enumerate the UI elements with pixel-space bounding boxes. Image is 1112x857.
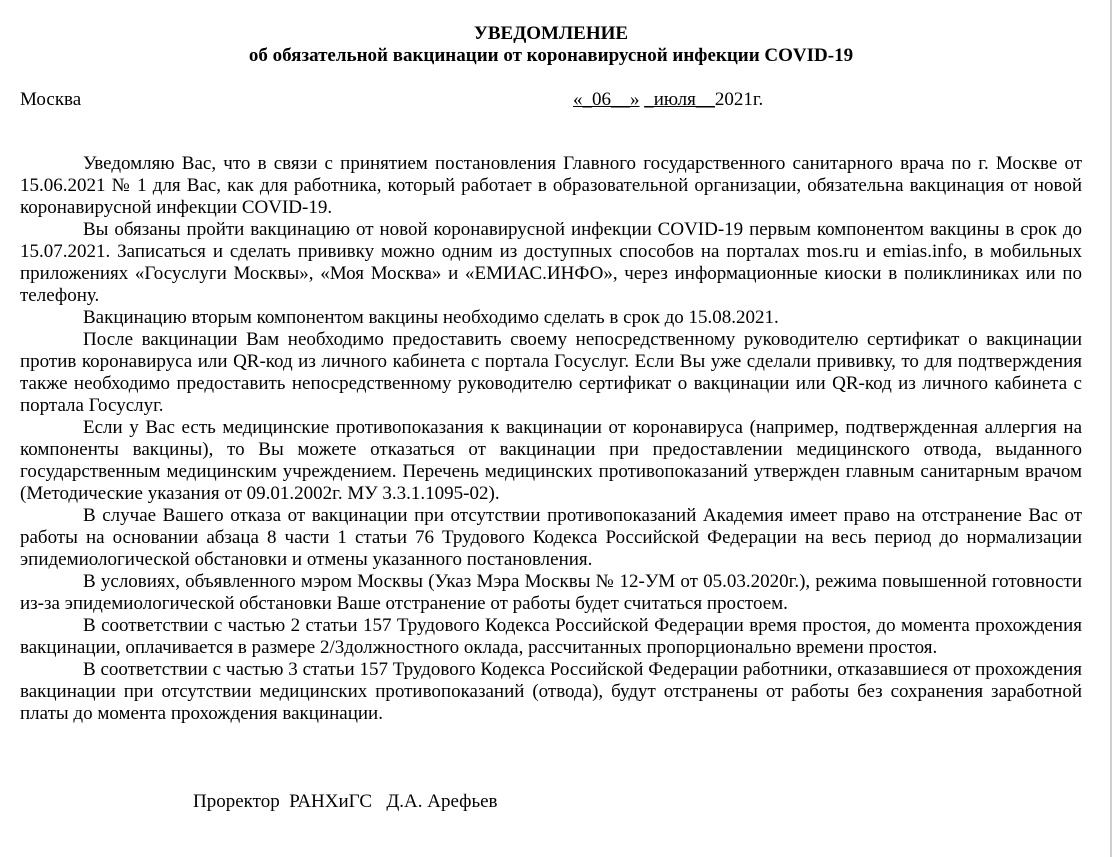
date-year: 2021г. <box>714 89 764 110</box>
signature-organization: РАНХиГС <box>289 791 373 812</box>
city-label: Москва <box>20 89 82 110</box>
signature-block <box>193 791 498 813</box>
document-date <box>573 89 763 111</box>
date-month: _июля__ <box>644 89 715 110</box>
date-open-quote: « <box>573 89 583 110</box>
paragraph-downtime-pay: В соответствии с частью 2 статьи 157 Трудового Кодекса Российской Федерации время простоя, до момента прохождения вакцинации, оплачивается в размере 2/3должностного оклада, рассчитанных пропорционально времени простоя. <box>20 615 1082 658</box>
paragraph-second-dose: Вакцинацию вторым компонентом вакцины необходимо сделать в срок до 15.08.2021. <box>83 307 779 328</box>
date-day: _06__ <box>582 89 630 110</box>
paragraph-first-dose: Вы обязаны пройти вакцинацию от новой коронавирусной инфекции COVID-19 первым компонентом вакцины в срок до 15.07.2021. Записаться и сделать прививку можно одним из доступных способов на порталах mos.ru и emias.info, в мобильных приложениях «Госуслуги Москвы», «Моя Москва» и «ЕМИАС.ИНФО», через информационные киоски в поликлиниках или по телефону. <box>20 219 1082 306</box>
paragraph-downtime: В условиях, объявленного мэром Москвы (Указ Мэра Москвы № 12-УМ от 05.03.2020г.), режима повышенной готовности из-за эпидемиологической обстановки Ваше отстранение от работы будет считаться простоем. <box>20 571 1082 614</box>
paragraph-suspension: В соответствии с частью 3 статьи 157 Трудового Кодекса Российской Федерации работники, отказавшиеся от прохождения вакцинации при отсутствии медицинских противопоказаний (отвода), будут отстранены от работы без сохранения заработной платы до момента прохождения вакцинации. <box>20 659 1082 724</box>
document-title: УВЕДОМЛЕНИЕ <box>473 23 629 44</box>
signature-name: Д.А. Арефьев <box>386 791 498 812</box>
paragraph-contraindications: Если у Вас есть медицинские противопоказания к вакцинации от коронавируса (например, подтвержденная аллергия на компоненты вакцины), то Вы можете отказаться от вакцинации при предоставлении медицинского отвода, выданного государственным медицинским учреждением. Перечень медицинских противопоказаний утвержден главным санитарным врачом (Методические указания от 09.01.2002г. МУ 3.3.1.1095-02). <box>20 417 1082 504</box>
paragraph-intro: Уведомляю Вас, что в связи с принятием постановления Главного государственного санитарного врача по г. Москве от 15.06.2021 № 1 для Вас, как для работника, который работает в образовательной организации, обязательна вакцинация от новой коронавирусной инфекции COVID-19. <box>20 153 1082 218</box>
paragraph-refusal: В случае Вашего отказа от вакцинации при отсутствии противопоказаний Академия имеет право на отстранение Вас от работы на основании абзаца 8 части 1 статьи 76 Трудового Кодекса Российской Федерации на весь период до нормализации эпидемиологической обстановки и отмены указанного постановления. <box>20 505 1082 570</box>
notice-body <box>20 153 1082 725</box>
document-subtitle: об обязательной вакцинации от коронавирусной инфекции COVID-19 <box>248 45 854 66</box>
paragraph-certificate: После вакцинации Вам необходимо предоставить своему непосредственному руководителю сертификат о вакцинации против коронавируса или QR-код из личного кабинета с портала Госуслуг. Если Вы уже сделали прививку, то для подтверждения также необходимо предоставить непосредственному руководителю сертификат о вакцинации или QR-код из личного кабинета с портала Госуслуг. <box>20 329 1082 416</box>
signature-position: Проректор <box>193 791 280 812</box>
date-close-quote: » <box>630 89 640 110</box>
